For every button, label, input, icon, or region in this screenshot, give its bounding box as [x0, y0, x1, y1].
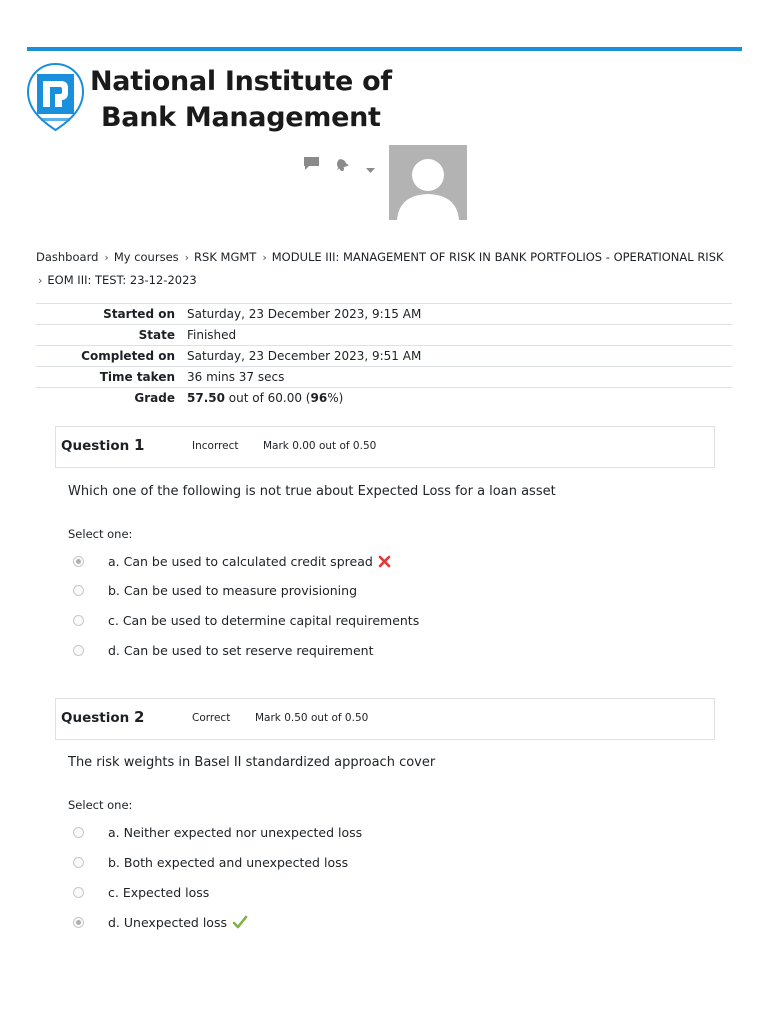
q1-option-c-label: c. Can be used to determine capital requirements [108, 612, 420, 628]
q2-option-d-label: d. Unexpected loss [108, 914, 227, 930]
summary-row-started [36, 304, 732, 325]
site-name[interactable] [90, 64, 392, 136]
started-on-value: Saturday, 23 December 2023, 9:15 AM [187, 304, 732, 325]
summary-row-time [36, 367, 732, 388]
chevron-right-icon: › [104, 251, 109, 264]
breadcrumb [36, 246, 736, 292]
incorrect-cross-icon [378, 555, 391, 568]
attempt-summary [36, 303, 732, 408]
chevron-right-icon: › [184, 251, 190, 264]
grade-score: 57.50 [187, 391, 225, 405]
grade-close: %) [327, 391, 344, 405]
q1-option-a-label: a. Can be used to calculated credit spread [108, 553, 373, 569]
chevron-right-icon: › [262, 251, 267, 264]
q2-option-c-radio[interactable] [73, 887, 84, 898]
grade-value [187, 388, 732, 409]
site-name-line2: Bank Management [101, 102, 381, 133]
question-1-status: Incorrect [192, 440, 239, 452]
top-accent-bar [27, 47, 742, 51]
q1-option-c[interactable] [73, 610, 419, 630]
question-1-title: Question 1 [61, 436, 145, 454]
chevron-right-icon: › [38, 274, 43, 287]
q1-option-b-label: b. Can be used to measure provisioning [108, 582, 358, 598]
question-1-mark: Mark 0.00 out of 0.50 [263, 440, 377, 452]
question-1-text: Which one of the following is not true about Expected Loss for a loan asset [68, 484, 556, 499]
time-taken-label: Time taken [36, 367, 187, 388]
q1-option-a-radio[interactable] [73, 556, 84, 567]
breadcrumb-module[interactable]: MODULE III: MANAGEMENT OF RISK IN BANK PORTFOLIOS - OPERATIONAL RISK [271, 250, 724, 264]
breadcrumb-quiz[interactable]: EOM III: TEST: 23-12-2023 [47, 273, 197, 287]
summary-row-grade [36, 388, 732, 409]
site-name-line1: National Institute of [90, 66, 392, 97]
q1-option-d-label: d. Can be used to set reserve requirement [108, 642, 374, 658]
question-2-status: Correct [192, 712, 231, 724]
q2-option-d[interactable] [73, 912, 248, 932]
q2-option-c[interactable] [73, 882, 209, 902]
q2-option-b[interactable] [73, 852, 348, 872]
q2-option-a-label: a. Neither expected nor unexpected loss [108, 824, 363, 840]
state-value: Finished [187, 325, 732, 346]
q2-option-d-radio[interactable] [73, 917, 84, 928]
q1-option-a[interactable] [73, 551, 391, 571]
question-2-number: 2 [133, 708, 145, 726]
question-1-prompt: Select one: [68, 527, 133, 541]
q2-option-c-label: c. Expected loss [108, 884, 210, 900]
caret-down-icon[interactable] [366, 159, 375, 178]
question-2-text: The risk weights in Basel II standardized approach cover [68, 755, 436, 770]
question-2-prompt: Select one: [68, 798, 133, 812]
completed-on-value: Saturday, 23 December 2023, 9:51 AM [187, 346, 732, 367]
user-avatar[interactable] [389, 145, 467, 220]
completed-on-label: Completed on [36, 346, 187, 367]
question-2-title: Question 2 [61, 708, 145, 726]
q1-option-d-radio[interactable] [73, 645, 84, 656]
question-2-mark: Mark 0.50 out of 0.50 [255, 712, 369, 724]
started-on-label: Started on [36, 304, 187, 325]
q2-option-a-radio[interactable] [73, 827, 84, 838]
grade-label: Grade [36, 388, 187, 409]
correct-check-icon [232, 915, 248, 929]
breadcrumb-dashboard[interactable]: Dashboard [36, 250, 99, 264]
question-1-number: 1 [133, 436, 145, 454]
q2-option-b-label: b. Both expected and unexpected loss [108, 854, 349, 870]
question-1-info [55, 426, 715, 468]
q2-option-a[interactable] [73, 822, 362, 842]
q1-option-d[interactable] [73, 640, 374, 660]
nibm-logo[interactable] [27, 63, 84, 132]
grade-out-of: out of 60.00 ( [224, 391, 311, 405]
question-2-info [55, 698, 715, 740]
summary-row-state [36, 325, 732, 346]
bell-icon[interactable] [333, 156, 350, 175]
q1-option-b-radio[interactable] [73, 585, 84, 596]
state-label: State [36, 325, 187, 346]
summary-row-completed [36, 346, 732, 367]
q2-option-b-radio[interactable] [73, 857, 84, 868]
breadcrumb-course[interactable]: RSK MGMT [194, 250, 257, 264]
q1-option-b[interactable] [73, 580, 357, 600]
message-icon[interactable] [303, 156, 320, 175]
q1-option-c-radio[interactable] [73, 615, 84, 626]
breadcrumb-my-courses[interactable]: My courses [113, 250, 179, 264]
time-taken-value: 36 mins 37 secs [187, 367, 732, 388]
grade-percent: 96 [310, 391, 328, 405]
